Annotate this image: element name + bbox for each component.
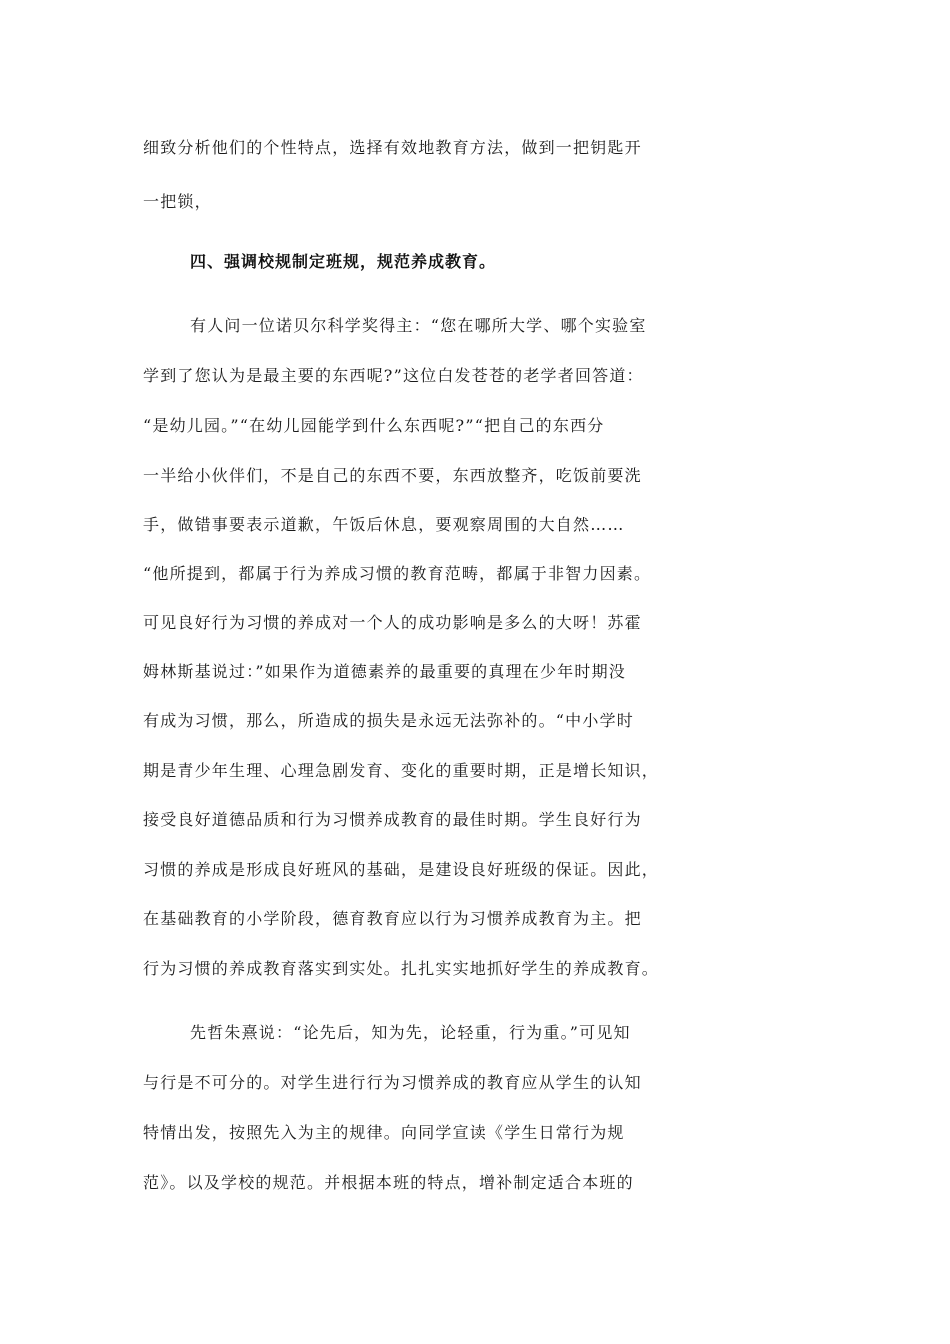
paragraph2-line: 学到了您认为是最主要的东西呢?”这位白发苍苍的老学者回答道： [143, 366, 644, 385]
paragraph2-line: 在基础教育的小学阶段，德育教育应以行为习惯养成教育为主。把 [143, 909, 642, 928]
paragraph2-line: 一半给小伙伴们，不是自己的东西不要，东西放整齐，吃饭前要洗 [143, 466, 642, 485]
paragraph2-line: 姆林斯基说过：”如果作为道德素养的最重要的真理在少年时期没 [143, 662, 626, 681]
paragraph2-line: 有人问一位诺贝尔科学奖得主：“您在哪所大学、哪个实验室 [190, 316, 647, 335]
paragraph2-line: 手，做错事要表示道歉，午饭后休息，要观察周围的大自然…… [143, 515, 625, 534]
section-heading: 四、强调校规制定班规，规范养成教育。 [190, 252, 497, 271]
paragraph2-line: 有成为习惯，那么，所造成的损失是永远无法弥补的。“中小学时 [143, 711, 634, 730]
paragraph2-line: “是幼儿园。”“在幼儿园能学到什么东西呢?”“把自己的东西分 [143, 416, 605, 435]
paragraph2-line: 接受良好道德品质和行为习惯养成教育的最佳时期。学生良好行为 [143, 810, 642, 829]
paragraph3-line: 范》。以及学校的规范。并根据本班的特点，增补制定适合本班的 [143, 1173, 634, 1192]
paragraph2-line: 可见良好行为习惯的养成对一个人的成功影响是多么的大呀！苏霍 [143, 613, 642, 632]
paragraph3-line: 特情出发，按照先入为主的规律。向同学宣读《学生日常行为规 [143, 1123, 625, 1142]
paragraph2-line: 习惯的养成是形成良好班风的基础，是建设良好班级的保证。因此， [143, 860, 660, 879]
paragraph2-line: 行为习惯的养成教育落实到实处。扎扎实实地抓好学生的养成教育。 [143, 959, 660, 978]
paragraph3-line: 先哲朱熹说：“论先后，知为先，论轻重，行为重。”可见知 [190, 1023, 631, 1042]
paragraph3-line: 与行是不可分的。对学生进行行为习惯养成的教育应从学生的认知 [143, 1073, 642, 1092]
paragraph1-line: 一把锁， [143, 192, 212, 211]
paragraph1-line: 细致分析他们的个性特点，选择有效地教育方法，做到一把钥匙开 [143, 138, 642, 157]
paragraph2-line: 期是青少年生理、心理急剧发育、变化的重要时期，正是增长知识， [143, 761, 660, 780]
paragraph2-line: “他所提到，都属于行为养成习惯的教育范畴，都属于非智力因素。 [143, 564, 652, 583]
